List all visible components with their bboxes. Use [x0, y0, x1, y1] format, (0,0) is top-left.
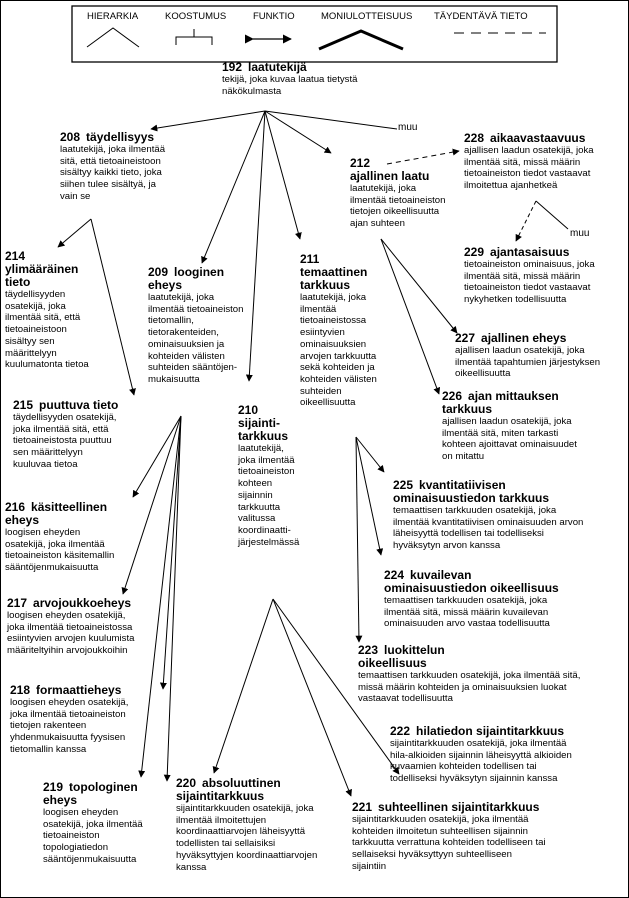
concept-definition: määrittelyyn [5, 347, 57, 359]
concept-number: 215 [13, 398, 34, 412]
concept-title: luokittelun [384, 643, 445, 657]
concept-definition: joka ilmentää sitä, että [13, 423, 109, 435]
concept-definition: ilmentää sitä, missä määrin [464, 270, 581, 282]
concept-node-223 [358, 644, 580, 705]
concept-definition: todelliseksi hyväksytyn sijainnin kanssa [390, 773, 558, 785]
concept-definition: kohteen [238, 478, 273, 490]
concept-definition: sijaintitarkkuuden osatekijä, joka [176, 803, 314, 814]
legend-label-supplementary: TÄYDENTÄVÄ TIETO [434, 11, 528, 22]
concept-number: 224 [384, 568, 405, 582]
concept-definition: ajallisen laadun osatekijä, joka [455, 345, 585, 356]
label-muu-other: muu [398, 122, 418, 133]
concept-definition: topologiatiedon [43, 842, 109, 854]
concept-definition: koordinaattiarvojen läheisyyttä [176, 826, 306, 838]
concept-definition: läheisyyttä todellisen tai todelliseksi [393, 528, 544, 540]
concept-title: eheys [43, 793, 78, 807]
concept-node-208 [60, 131, 165, 203]
concept-definition: tarkkuutta [238, 501, 281, 513]
concept-node-226 [442, 390, 577, 463]
concept-definition: todellisten tai sellaisiksi [176, 838, 276, 850]
concept-definition: täydellisyyden [5, 289, 66, 300]
concept-definition: missä määrin kohteiden ja ominaisuuksien luokat [358, 681, 567, 693]
concept-definition: näkökulmasta [222, 85, 282, 97]
concept-number: 209 [148, 265, 169, 279]
concept-number: 221 [352, 800, 373, 814]
concept-number: 212 [350, 156, 371, 170]
concept-definition: yhdenmukaisuutta fyysisen [10, 732, 126, 744]
concept-definition: ilmoitettua ajanhetkeä [464, 180, 558, 192]
concept-definition: tietoaineiston tiedot vastaavat [464, 282, 591, 294]
concept-number: 211 [300, 252, 320, 266]
concept-definition: sisältyy kaikki tieto, joka [60, 167, 162, 179]
concept-definition: sijaintiin [352, 860, 387, 872]
connectors-from-212 [381, 239, 457, 394]
concept-definition: sitä, että tietoaineistoon [60, 155, 161, 167]
concept-node-219 [43, 781, 143, 866]
concept-definition: tekijä, joka kuvaa laatua tietystä [222, 74, 358, 85]
concept-title: laatutekijä [248, 60, 307, 74]
concept-definition: tietoaineistosta puuttuu [13, 435, 112, 447]
concept-definition: esiintyvien [300, 327, 345, 339]
legend-label-hierarchy: HIERARKIA [87, 11, 139, 22]
concept-definition: ajallisen laadun osatekijä, joka [464, 145, 594, 156]
legend-hierarchy-symbol [87, 28, 139, 47]
concept-definition: tarkkuutta verrattuna kohteiden todelliseen tai [352, 837, 546, 849]
concept-title: absoluuttinen [202, 776, 281, 790]
concept-definition: tietomallin, [148, 315, 194, 327]
concept-definition: määriteltyihin arvojoukkoihin [7, 645, 128, 657]
concept-definition: ilmentää sitä, missä määrin [464, 156, 581, 168]
concept-node-225 [393, 479, 583, 552]
concept-definition: täydellisyyden osatekijä, [13, 412, 117, 423]
concept-definition: on mitattu [442, 451, 485, 463]
concept-definition: ilmentää tietoaineiston [148, 303, 244, 315]
concept-definition: koordinaatti- [238, 524, 291, 536]
concept-definition: ilmentää kvantitatiivisen ominaisuuden arvon [393, 516, 584, 528]
concept-title: tarkkuus [442, 402, 493, 416]
concept-definition: loogisen eheyden osatekijä, [7, 610, 126, 621]
concept-definition: tietoaineiston käsitemallin [5, 550, 115, 562]
concept-number: 228 [464, 131, 485, 145]
concept-definition: sijaintitarkkuuden osatekijä, joka ilmentää [352, 814, 529, 825]
concept-node-209 [148, 266, 243, 386]
concept-definition: kohteen ajoittavat ominaisuudet [442, 439, 577, 451]
concept-definition: tietoaineistoon [5, 324, 67, 336]
concept-title: kvantitatiivisen [419, 478, 506, 492]
concept-definition: ilmentää tietoaineiston [350, 194, 446, 206]
concept-definition: vastaavat todellisuutta [358, 693, 453, 705]
concept-title: puuttuva tieto [39, 398, 119, 412]
concept-definition: loogisen eheyden osatekijä, [10, 697, 129, 708]
concept-definition: sisältyy sen [5, 335, 55, 347]
concept-definition: ilmentää sitä, miten tarkasti [442, 427, 559, 439]
concept-node-210 [238, 404, 299, 548]
concept-definition: ominaisuuden arvo vastaa todellisuutta [384, 618, 550, 630]
concept-definition: hyväksyttyjen koordinaattiarvojen [176, 849, 318, 861]
legend-label-function: FUNKTIO [253, 11, 295, 22]
concept-number: 229 [464, 245, 485, 259]
concept-node-215 [13, 399, 118, 471]
legend-label-multidimensionality: MONIULOTTEISUUS [321, 11, 413, 22]
concept-node-222 [390, 725, 572, 785]
concept-title: aikaavastaavuus [490, 131, 586, 145]
concept-number: 217 [7, 596, 28, 610]
concept-definition: sen määrittelyyn [13, 447, 83, 459]
concept-title: arvojoukkoeheys [33, 596, 132, 610]
concept-definition: laatutekijä, joka ilmentää [60, 144, 166, 155]
concept-definition: tietoaineiston [43, 830, 100, 842]
concept-definition: suhteiden sääntöjen- [148, 362, 238, 374]
concept-title: topologinen [69, 780, 138, 794]
concept-title: täydellisyys [86, 130, 155, 144]
concept-title: ajallinen laatu [350, 169, 430, 183]
concept-definition: ilmentää tapahtumien järjestyksen [455, 356, 601, 368]
concept-definition: nykyhetken todellisuutta [464, 294, 567, 306]
concept-definition: vain se [60, 190, 91, 202]
concept-title: tarkkuus [300, 278, 351, 292]
concept-definition: esiintyvien arvojen kuulumista [7, 633, 135, 645]
concept-definition: ilmentää ilmoitettujen [176, 814, 267, 826]
concept-title: ominaisuustiedon oikeellisuus [384, 581, 559, 595]
concept-definition: valitussa [238, 513, 276, 525]
concept-definition: arvojen tarkkuutta [300, 350, 377, 362]
concept-title: ajallinen eheys [481, 331, 567, 345]
concept-number: 225 [393, 478, 414, 492]
concept-definition: tietoaineiston ominaisuus, joka [464, 259, 595, 270]
concept-definition: kohteiden ilmoitetun suhteellisen sijainnin [352, 825, 528, 837]
concept-definition: oikeellisuutta [455, 368, 511, 380]
concept-definition: kohteiden välisten [300, 373, 377, 385]
concept-definition: kohteiden välisten [148, 350, 225, 362]
concept-definition: sijaintitarkkuuden osatekijä, joka ilmentää [390, 738, 567, 749]
concept-node-224 [384, 569, 559, 630]
concept-definition: ilmentää sitä, että [5, 312, 81, 324]
concept-node-211 [300, 253, 377, 409]
concept-number: 226 [442, 389, 463, 403]
concept-definition: laatutekijä, joka [148, 292, 215, 303]
concept-definition: ominaisuuksien ja [148, 338, 225, 350]
concept-number: 227 [455, 331, 476, 345]
concept-title: eheys [148, 278, 183, 292]
concept-title: looginen [174, 265, 225, 279]
concept-definition: ilmentää [300, 303, 337, 315]
concept-definition: hila-alkioiden sijainnin läheisyyttä alkioiden [390, 749, 572, 761]
concept-number: 223 [358, 643, 379, 657]
concept-title: tarkkuus [238, 429, 289, 443]
concept-definition: siihen tulee sisältyä, ja [60, 179, 156, 191]
connectors-from-228 [516, 201, 568, 241]
concept-title: ajan mittauksen [468, 389, 559, 403]
concept-node-221 [352, 801, 546, 873]
concept-definition: osatekijä, joka ilmentää [5, 538, 105, 550]
legend-composition-symbol [176, 29, 212, 45]
concept-definition: kuuluvaa tietoa [13, 458, 78, 470]
concept-title: suhteellinen sijaintitarkkuus [378, 800, 540, 814]
concept-title: sijaintitarkkuus [176, 789, 265, 803]
concept-definition: tietorakenteiden, [148, 327, 219, 339]
concept-node-220 [176, 777, 317, 873]
concept-number: 219 [43, 780, 64, 794]
concept-definition: sekä kohteiden ja [300, 362, 375, 374]
concept-definition: ajan suhteen [350, 218, 405, 230]
concept-definition: loogisen eheyden [43, 807, 119, 818]
concept-definition: sääntöjenmukaisuutta [43, 853, 137, 865]
concept-node-212 [350, 157, 445, 230]
concept-node-218 [10, 684, 128, 756]
concept-definition: ilmentää sitä, missä määrin kuvailevan [384, 606, 549, 618]
concept-definition: loogisen eheyden [5, 527, 81, 538]
concept-definition: kuvaamien kohteiden todellisen tai [390, 761, 537, 773]
concept-definition: temaattisen tarkkuuden osatekijä, joka [393, 505, 557, 516]
concept-definition: joka ilmentää [238, 454, 295, 466]
concept-number: 208 [60, 130, 81, 144]
concept-definition: tietoaineistossa [300, 315, 367, 327]
concept-definition: temaattisen tarkkuuden osatekijä, joka [384, 595, 548, 606]
concept-definition: mukaisuutta [148, 373, 200, 385]
concept-definition: sääntöjenmukaisuutta [5, 562, 99, 574]
concept-definition: hyväksytyn arvon kanssa [393, 540, 501, 552]
concept-definition: laatutekijä, [238, 443, 284, 454]
concept-definition: ajallisen laadun osatekijä, joka [442, 416, 572, 427]
concept-definition: osatekijä, joka [5, 300, 66, 312]
concept-title: käsitteellinen [31, 500, 108, 514]
concept-definition: tietomallin kanssa [10, 743, 87, 755]
concept-number: 214 [5, 249, 26, 263]
concept-title: sijainti- [238, 416, 281, 430]
concept-title: kuvailevan [410, 568, 472, 582]
concept-title: temaattinen [300, 265, 368, 279]
legend-label-composition: KOOSTUMUS [165, 11, 227, 22]
concept-number: 218 [10, 683, 31, 697]
label-muu-other: muu [570, 228, 590, 239]
concept-definition: joka ilmentää tietoaineistossa [7, 621, 133, 633]
concept-definition: tietoaineiston tiedot vastaavat [464, 168, 591, 180]
concept-definition: kuulumatonta tietoa [5, 359, 89, 371]
concept-number: 216 [5, 500, 26, 514]
concept-number: 220 [176, 776, 197, 790]
concept-node-229 [464, 246, 595, 306]
concept-definition: ominaisuuksien [300, 338, 367, 350]
concept-node-216 [5, 501, 114, 574]
concept-definition: osatekijä, joka ilmentää [43, 818, 143, 830]
concept-definition: tietojen oikeellisuutta [350, 206, 440, 218]
concept-definition: temaattisen tarkkuuden osatekijä, joka ilmentää sitä, [358, 670, 581, 681]
concept-node-192 [222, 61, 357, 97]
concept-definition: suhteiden [300, 385, 342, 397]
concept-title: eheys [5, 513, 40, 527]
concept-number: 192 [222, 60, 243, 74]
concept-definition: sellaiseksi hyväksyttyyn suhteelliseen [352, 849, 512, 861]
concept-node-227 [455, 332, 600, 380]
concept-node-228 [464, 132, 594, 192]
concept-definition: joka ilmentää tietoaineiston [10, 708, 126, 720]
concept-title: oikeellisuus [358, 656, 427, 670]
concept-title: ominaisuustiedon tarkkuus [393, 491, 550, 505]
concept-node-214 [5, 250, 89, 371]
concept-node-217 [7, 597, 134, 657]
connectors-from-211 [356, 437, 384, 642]
concept-definition: laatutekijä, joka [300, 292, 367, 303]
concept-number: 210 [238, 403, 259, 417]
concept-definition: oikeellisuutta [300, 397, 356, 409]
concept-definition: kanssa [176, 861, 207, 873]
concept-definition: sijainnin [238, 489, 273, 501]
concept-title: hilatiedon sijaintitarkkuus [416, 724, 565, 738]
concept-definition: järjestelmässä [238, 536, 300, 548]
concept-definition: laatutekijä, joka [350, 183, 417, 194]
concept-definition: tietoaineiston [238, 466, 295, 478]
concept-title: formaattieheys [36, 683, 122, 697]
concept-title: tieto [5, 275, 31, 289]
concept-definition: tietojen rakenteen [10, 720, 87, 732]
concept-title: ajantasaisuus [490, 245, 570, 259]
concept-number: 222 [390, 724, 411, 738]
legend-multidimensionality-symbol [319, 31, 403, 49]
concept-title: ylimääräinen [5, 262, 79, 276]
